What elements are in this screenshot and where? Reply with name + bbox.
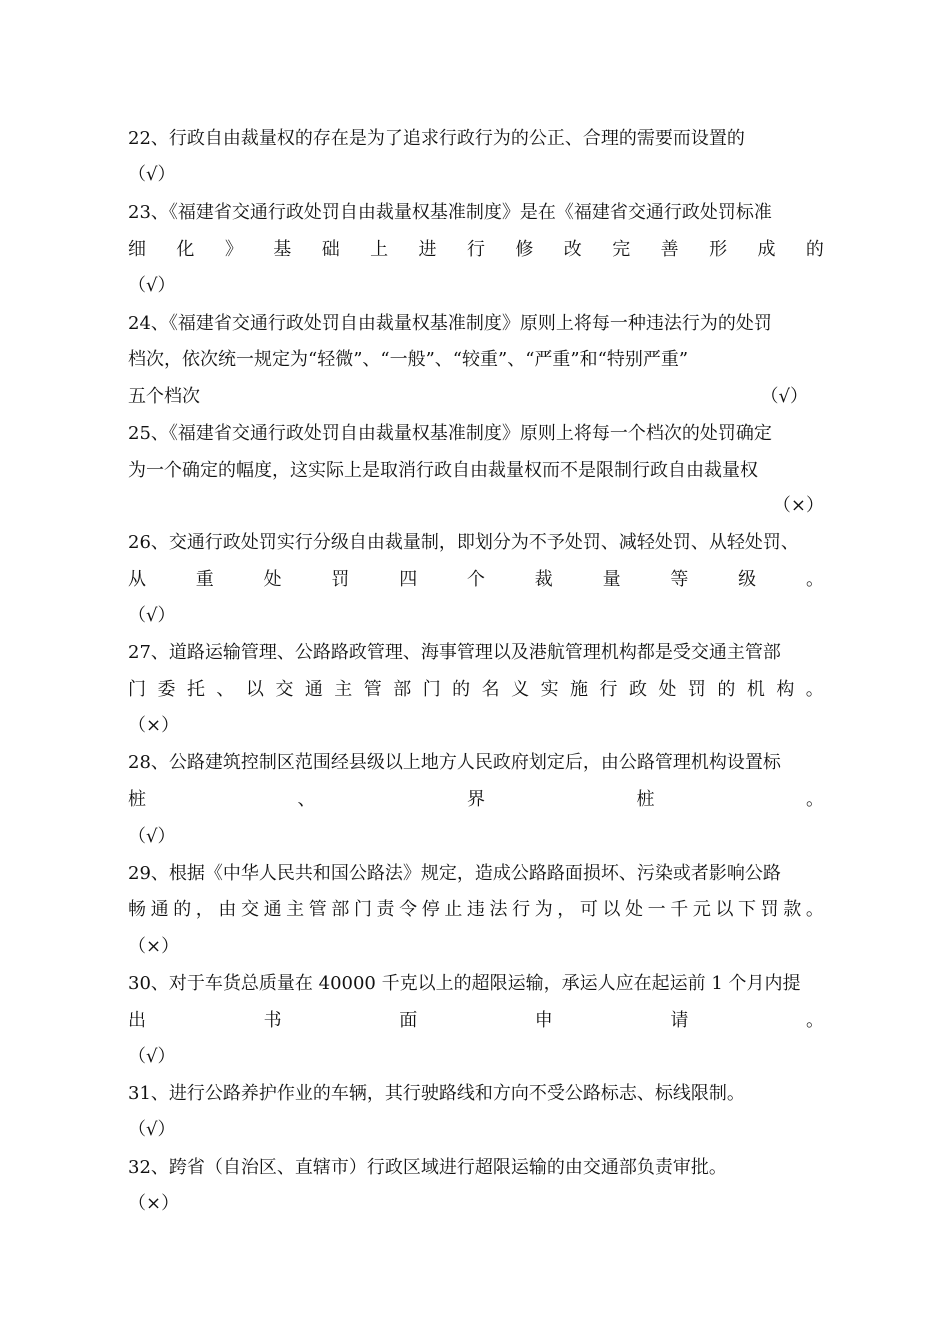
spread-char: 处 [263, 569, 282, 590]
question-24-line-1: 24、《福建省交通行政处罚自由裁量权基准制度》原则上将每一种违法行为的处罚 [128, 313, 772, 334]
spread-char: 基 [273, 239, 292, 260]
question-26-line-2 [128, 568, 824, 592]
question-24-tail: 五个档次 [128, 386, 200, 407]
question-32-answer: （×） [128, 1193, 180, 1214]
question-30-line-1: 30、对于车货总质量在 40000 千克以上的超限运输，承运人应在起运前 1 个月内提 [128, 973, 801, 994]
spread-char: 交 [275, 679, 294, 700]
spread-char: 机 [746, 679, 765, 700]
spread-char: 的 [173, 899, 192, 920]
spread-char: 书 [263, 1010, 282, 1031]
question-24-answer: （√） [760, 386, 808, 407]
question-25-line-1: 25、《福建省交通行政处罚自由裁量权基准制度》原则上将每一个档次的处罚确定 [128, 423, 772, 444]
spread-char: 进 [418, 239, 437, 260]
spread-char: 通 [150, 899, 169, 920]
spread-char: ， [195, 899, 214, 920]
spread-char: 构 [776, 679, 795, 700]
spread-char: 主 [286, 899, 305, 920]
spread-char: 法 [489, 899, 508, 920]
spread-char: 委 [157, 679, 176, 700]
question-24-line-3 [128, 385, 824, 409]
spread-char: 界 [467, 789, 485, 810]
spread-char: 裁 [534, 569, 553, 590]
spread-char: 停 [421, 899, 440, 920]
question-29-line-1: 29、根据《中华人民共和国公路法》规定，造成公路路面损坏、污染或者影响公路 [128, 863, 781, 884]
spread-char: 个 [466, 569, 485, 590]
spread-char: 细 [128, 239, 146, 260]
spread-char: 政 [628, 679, 647, 700]
spread-char: 行 [466, 239, 485, 260]
spread-char: 等 [670, 569, 689, 590]
spread-char: 交 [240, 899, 259, 920]
spread-char: 通 [304, 679, 323, 700]
question-27-line-2 [128, 678, 824, 702]
spread-char: 义 [511, 679, 530, 700]
spread-char: 门 [422, 679, 441, 700]
spread-char: 。 [805, 899, 824, 920]
spread-char: 的 [717, 679, 736, 700]
spread-char: 行 [512, 899, 531, 920]
question-24-line-2: 档次，依次统一规定为“轻微”、“一般”、“较重”、“严重”和“特别严重” [128, 349, 689, 370]
spread-char: 请 [670, 1010, 689, 1031]
spread-char: 。 [805, 569, 824, 590]
question-25-answer: （×） [772, 495, 824, 516]
spread-char: 、 [216, 679, 235, 700]
spread-char: 施 [570, 679, 589, 700]
spread-char: 名 [481, 679, 500, 700]
spread-char: 处 [625, 899, 644, 920]
spread-char: ， [557, 899, 576, 920]
question-28-line-1: 28、公路建筑控制区范围经县级以上地方人民政府划定后，由公路管理机构设置标 [128, 752, 781, 773]
spread-char: 础 [321, 239, 340, 260]
question-26-answer: （√） [128, 605, 176, 626]
spread-char: 完 [612, 239, 631, 260]
question-25-line-2: 为一个确定的幅度，这实际上是取消行政自由裁量权而不是限制行政自由裁量权 [128, 460, 758, 481]
spread-char: 。 [805, 1010, 824, 1031]
question-27-line-1: 27、道路运输管理、公路路政管理、海事管理以及港航管理机构都是受交通主管部 [128, 642, 781, 663]
spread-char: 为 [534, 899, 553, 920]
spread-char: 面 [399, 1010, 418, 1031]
question-26-line-1: 26、交通行政处罚实行分级自由裁量制，即划分为不予处罚、减轻处罚、从轻处罚、 [128, 532, 799, 553]
spread-char: 量 [602, 569, 621, 590]
spread-char: 的 [805, 239, 824, 260]
spread-char: 》 [224, 239, 243, 260]
spread-char: 下 [738, 899, 757, 920]
question-31-answer: （√） [128, 1119, 176, 1140]
spread-char: 以 [715, 899, 734, 920]
spread-char: 管 [308, 899, 327, 920]
spread-char: 由 [218, 899, 237, 920]
spread-char: 部 [393, 679, 412, 700]
spread-char: 级 [738, 569, 757, 590]
spread-char: 上 [370, 239, 389, 260]
question-29-line-2 [128, 898, 824, 922]
spread-char: 责 [376, 899, 395, 920]
spread-char: 止 [444, 899, 463, 920]
spread-char: 修 [515, 239, 534, 260]
spread-char: 罚 [760, 899, 779, 920]
spread-char: 主 [334, 679, 353, 700]
spread-char: 元 [692, 899, 711, 920]
question-30-answer: （√） [128, 1046, 176, 1067]
spread-char: 管 [363, 679, 382, 700]
question-32-line-1: 32、跨省（自治区、直辖市）行政区域进行超限运输的由交通部负责审批。 [128, 1157, 727, 1178]
spread-char: 桩 [636, 789, 655, 810]
spread-char: 、 [297, 789, 316, 810]
spread-char: 重 [195, 569, 214, 590]
spread-char: 部 [331, 899, 350, 920]
question-23-line-1: 23、《福建省交通行政处罚自由裁量权基准制度》是在《福建省交通行政处罚标准 [128, 202, 772, 223]
spread-char: 的 [452, 679, 471, 700]
question-28-line-2 [128, 788, 824, 812]
question-31-line-1: 31、进行公路养护作业的车辆，其行驶路线和方向不受公路标志、标线限制。 [128, 1083, 745, 1104]
spread-char: 。 [806, 789, 824, 810]
spread-char: 款 [783, 899, 802, 920]
spread-char: 可 [579, 899, 598, 920]
spread-char: 通 [263, 899, 282, 920]
spread-char: 门 [353, 899, 372, 920]
spread-char: 以 [602, 899, 621, 920]
spread-char: 实 [540, 679, 559, 700]
spread-char: 桩 [128, 789, 146, 810]
spread-char: 行 [599, 679, 618, 700]
spread-char: 善 [660, 239, 679, 260]
question-22-line-1: 22、行政自由裁量权的存在是为了追求行政行为的公正、合理的需要而设置的 [128, 128, 745, 149]
spread-char: 门 [128, 679, 146, 700]
spread-char: 四 [399, 569, 418, 590]
question-23-answer: （√） [128, 275, 176, 296]
spread-char: 罚 [331, 569, 350, 590]
spread-char: 改 [563, 239, 582, 260]
spread-char: 化 [176, 239, 195, 260]
question-27-answer: （×） [128, 715, 180, 736]
spread-char: 以 [245, 679, 264, 700]
spread-char: 违 [466, 899, 485, 920]
spread-char: 令 [399, 899, 418, 920]
question-28-answer: （√） [128, 826, 176, 847]
spread-char: 从 [128, 569, 146, 590]
spread-char: 千 [670, 899, 689, 920]
question-30-line-2 [128, 1009, 824, 1033]
spread-char: 出 [128, 1010, 146, 1031]
spread-char: 申 [534, 1010, 553, 1031]
spread-char: 罚 [687, 679, 706, 700]
spread-char: 一 [647, 899, 666, 920]
question-29-answer: （×） [128, 936, 180, 957]
spread-char: 畅 [128, 899, 146, 920]
spread-char: 成 [757, 239, 776, 260]
question-22-answer: （√） [128, 164, 176, 185]
spread-char: 处 [658, 679, 677, 700]
spread-char: 托 [186, 679, 205, 700]
spread-char: 。 [805, 679, 824, 700]
question-23-line-2 [128, 238, 824, 262]
spread-char: 形 [709, 239, 728, 260]
